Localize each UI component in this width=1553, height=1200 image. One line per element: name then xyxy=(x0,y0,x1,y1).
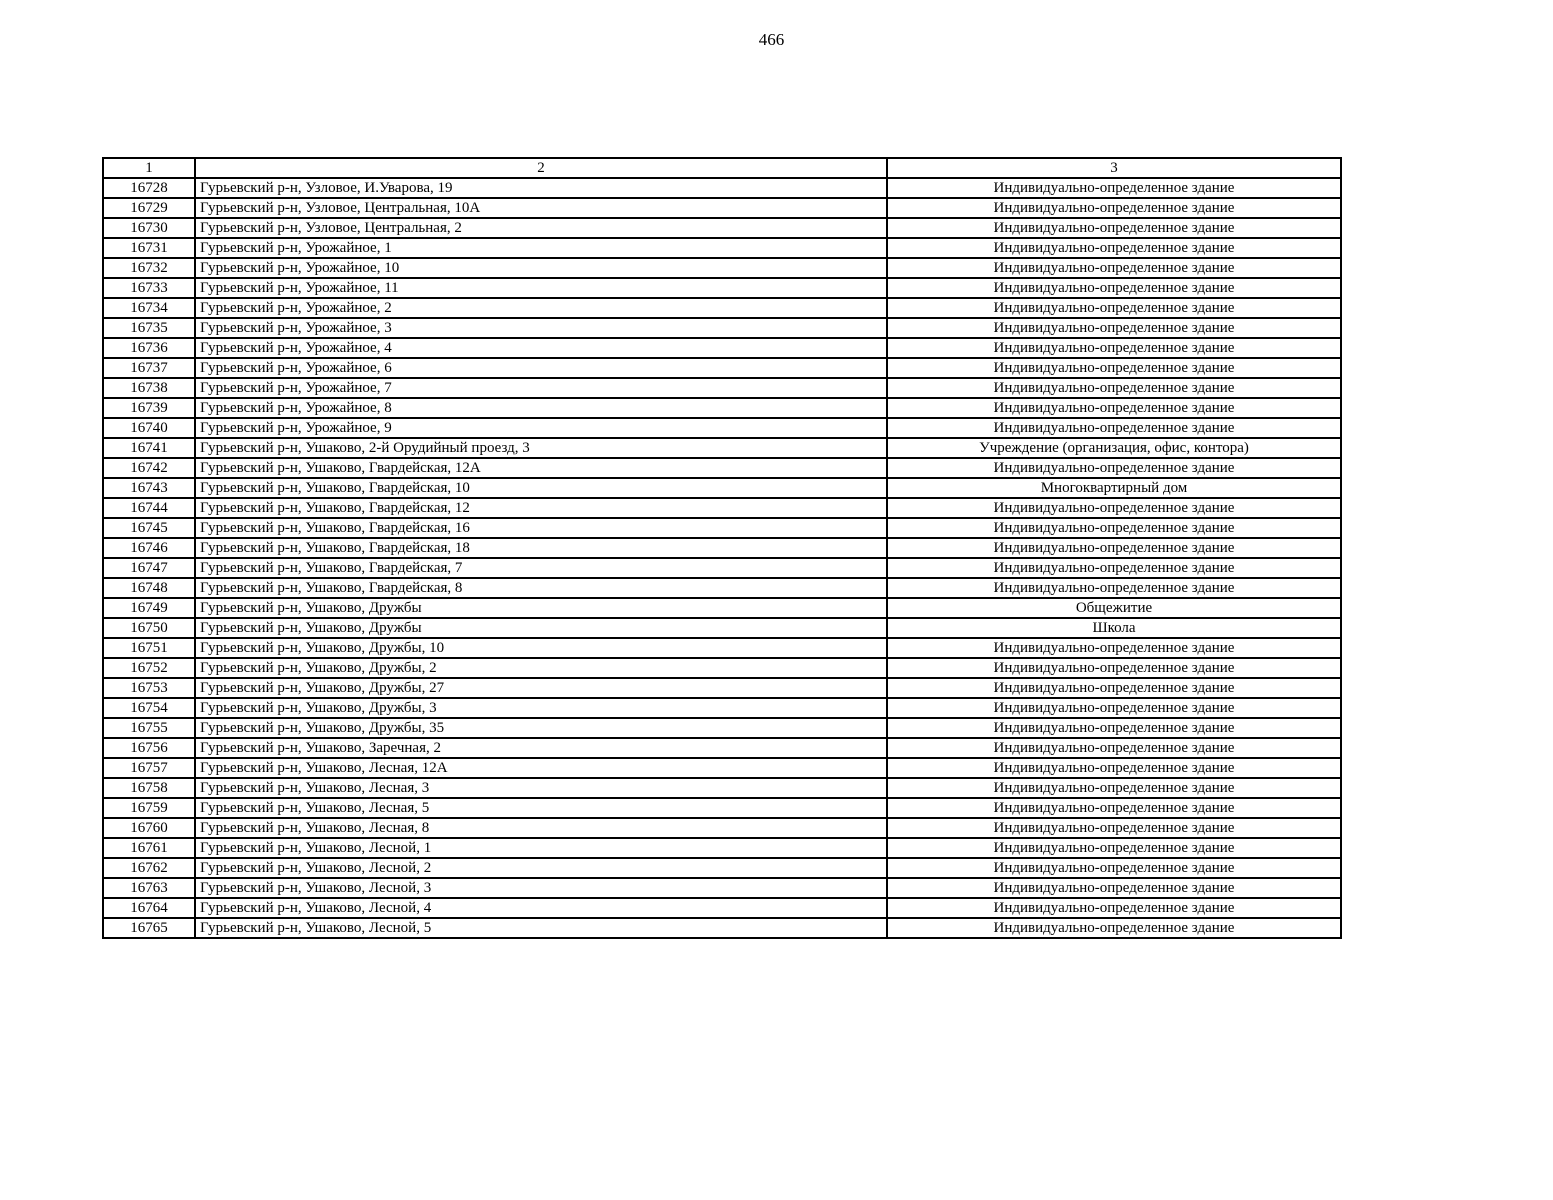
cell-number: 16737 xyxy=(103,358,195,378)
cell-address: Гурьевский р-н, Ушаково, Дружбы xyxy=(195,598,887,618)
table-row xyxy=(103,598,1341,618)
cell-address: Гурьевский р-н, Урожайное, 9 xyxy=(195,418,887,438)
table-row xyxy=(103,378,1341,398)
cell-address: Гурьевский р-н, Ушаково, Дружбы, 10 xyxy=(195,638,887,658)
table-row xyxy=(103,878,1341,898)
registry-table xyxy=(102,157,1342,939)
cell-number: 16756 xyxy=(103,738,195,758)
cell-address: Гурьевский р-н, Ушаково, Дружбы, 35 xyxy=(195,718,887,738)
cell-address: Гурьевский р-н, Узловое, И.Уварова, 19 xyxy=(195,178,887,198)
table-row xyxy=(103,198,1341,218)
cell-number: 16755 xyxy=(103,718,195,738)
cell-building-type: Индивидуально-определенное здание xyxy=(887,778,1341,798)
cell-building-type: Индивидуально-определенное здание xyxy=(887,298,1341,318)
cell-building-type: Индивидуально-определенное здание xyxy=(887,238,1341,258)
cell-building-type: Индивидуально-определенное здание xyxy=(887,458,1341,478)
table-row xyxy=(103,898,1341,918)
table-row xyxy=(103,218,1341,238)
table-row xyxy=(103,498,1341,518)
cell-number: 16765 xyxy=(103,918,195,938)
table-header xyxy=(103,158,1341,178)
cell-address: Гурьевский р-н, Ушаково, Гвардейская, 18 xyxy=(195,538,887,558)
cell-number: 16761 xyxy=(103,838,195,858)
cell-building-type: Индивидуально-определенное здание xyxy=(887,698,1341,718)
cell-number: 16729 xyxy=(103,198,195,218)
cell-address: Гурьевский р-н, Ушаково, Лесная, 12А xyxy=(195,758,887,778)
cell-number: 16757 xyxy=(103,758,195,778)
cell-address: Гурьевский р-н, Ушаково, Гвардейская, 7 xyxy=(195,558,887,578)
cell-address: Гурьевский р-н, Ушаково, Гвардейская, 10 xyxy=(195,478,887,498)
cell-number: 16744 xyxy=(103,498,195,518)
cell-number: 16741 xyxy=(103,438,195,458)
cell-address: Гурьевский р-н, Урожайное, 7 xyxy=(195,378,887,398)
cell-number: 16745 xyxy=(103,518,195,538)
cell-number: 16746 xyxy=(103,538,195,558)
cell-number: 16731 xyxy=(103,238,195,258)
cell-address: Гурьевский р-н, Узловое, Центральная, 2 xyxy=(195,218,887,238)
cell-number: 16750 xyxy=(103,618,195,638)
cell-address: Гурьевский р-н, Ушаково, Лесной, 3 xyxy=(195,878,887,898)
cell-address: Гурьевский р-н, Ушаково, Лесной, 2 xyxy=(195,858,887,878)
cell-number: 16732 xyxy=(103,258,195,278)
cell-number: 16752 xyxy=(103,658,195,678)
cell-number: 16754 xyxy=(103,698,195,718)
table-row xyxy=(103,438,1341,458)
column-header-number: 1 xyxy=(103,158,195,178)
cell-number: 16747 xyxy=(103,558,195,578)
cell-number: 16748 xyxy=(103,578,195,598)
cell-building-type: Индивидуально-определенное здание xyxy=(887,918,1341,938)
cell-number: 16764 xyxy=(103,898,195,918)
cell-number: 16739 xyxy=(103,398,195,418)
cell-building-type: Индивидуально-определенное здание xyxy=(887,338,1341,358)
table-row xyxy=(103,358,1341,378)
table-row xyxy=(103,718,1341,738)
cell-address: Гурьевский р-н, Ушаково, Лесной, 4 xyxy=(195,898,887,918)
cell-number: 16763 xyxy=(103,878,195,898)
table-row xyxy=(103,478,1341,498)
column-header-type: 3 xyxy=(887,158,1341,178)
cell-number: 16735 xyxy=(103,318,195,338)
cell-building-type: Учреждение (организация, офис, контора) xyxy=(887,438,1341,458)
cell-building-type: Индивидуально-определенное здание xyxy=(887,198,1341,218)
cell-number: 16730 xyxy=(103,218,195,238)
cell-building-type: Индивидуально-определенное здание xyxy=(887,758,1341,778)
table-row xyxy=(103,238,1341,258)
cell-address: Гурьевский р-н, Ушаково, Дружбы xyxy=(195,618,887,638)
cell-building-type: Индивидуально-определенное здание xyxy=(887,738,1341,758)
cell-number: 16753 xyxy=(103,678,195,698)
cell-number: 16728 xyxy=(103,178,195,198)
table-row xyxy=(103,458,1341,478)
column-header-address: 2 xyxy=(195,158,887,178)
cell-building-type: Индивидуально-определенное здание xyxy=(887,398,1341,418)
cell-address: Гурьевский р-н, Урожайное, 4 xyxy=(195,338,887,358)
cell-address: Гурьевский р-н, Ушаково, Лесная, 3 xyxy=(195,778,887,798)
cell-address: Гурьевский р-н, Ушаково, Дружбы, 2 xyxy=(195,658,887,678)
cell-number: 16738 xyxy=(103,378,195,398)
cell-address: Гурьевский р-н, Урожайное, 10 xyxy=(195,258,887,278)
cell-number: 16762 xyxy=(103,858,195,878)
cell-building-type: Индивидуально-определенное здание xyxy=(887,178,1341,198)
cell-building-type: Индивидуально-определенное здание xyxy=(887,898,1341,918)
cell-number: 16760 xyxy=(103,818,195,838)
cell-building-type: Индивидуально-определенное здание xyxy=(887,718,1341,738)
cell-address: Гурьевский р-н, Ушаково, Гвардейская, 8 xyxy=(195,578,887,598)
cell-building-type: Индивидуально-определенное здание xyxy=(887,358,1341,378)
table-row xyxy=(103,618,1341,638)
cell-address: Гурьевский р-н, Ушаково, Лесная, 8 xyxy=(195,818,887,838)
cell-address: Гурьевский р-н, Ушаково, Гвардейская, 12 xyxy=(195,498,887,518)
cell-building-type: Индивидуально-определенное здание xyxy=(887,318,1341,338)
cell-building-type: Индивидуально-определенное здание xyxy=(887,258,1341,278)
cell-building-type: Индивидуально-определенное здание xyxy=(887,538,1341,558)
table-row xyxy=(103,858,1341,878)
table-row xyxy=(103,918,1341,938)
cell-building-type: Индивидуально-определенное здание xyxy=(887,378,1341,398)
table-row xyxy=(103,518,1341,538)
cell-address: Гурьевский р-н, Урожайное, 1 xyxy=(195,238,887,258)
cell-building-type: Индивидуально-определенное здание xyxy=(887,218,1341,238)
cell-building-type: Индивидуально-определенное здание xyxy=(887,678,1341,698)
cell-number: 16749 xyxy=(103,598,195,618)
cell-building-type: Индивидуально-определенное здание xyxy=(887,278,1341,298)
table-row xyxy=(103,318,1341,338)
cell-number: 16733 xyxy=(103,278,195,298)
table-row xyxy=(103,298,1341,318)
cell-number: 16734 xyxy=(103,298,195,318)
table-row xyxy=(103,418,1341,438)
table-row xyxy=(103,658,1341,678)
cell-building-type: Индивидуально-определенное здание xyxy=(887,798,1341,818)
cell-address: Гурьевский р-н, Узловое, Центральная, 10А xyxy=(195,198,887,218)
table-row xyxy=(103,758,1341,778)
table-row xyxy=(103,338,1341,358)
cell-address: Гурьевский р-н, Ушаково, Заречная, 2 xyxy=(195,738,887,758)
cell-address: Гурьевский р-н, Ушаково, 2-й Орудийный проезд, 3 xyxy=(195,438,887,458)
cell-address: Гурьевский р-н, Урожайное, 8 xyxy=(195,398,887,418)
cell-address: Гурьевский р-н, Ушаково, Гвардейская, 16 xyxy=(195,518,887,538)
table-row xyxy=(103,738,1341,758)
table-row xyxy=(103,678,1341,698)
table-row xyxy=(103,538,1341,558)
cell-building-type: Индивидуально-определенное здание xyxy=(887,858,1341,878)
cell-number: 16742 xyxy=(103,458,195,478)
cell-building-type: Индивидуально-определенное здание xyxy=(887,658,1341,678)
table-row xyxy=(103,778,1341,798)
cell-number: 16743 xyxy=(103,478,195,498)
cell-building-type: Индивидуально-определенное здание xyxy=(887,498,1341,518)
table-row xyxy=(103,278,1341,298)
cell-building-type: Индивидуально-определенное здание xyxy=(887,878,1341,898)
cell-address: Гурьевский р-н, Ушаково, Дружбы, 3 xyxy=(195,698,887,718)
cell-address: Гурьевский р-н, Ушаково, Лесной, 5 xyxy=(195,918,887,938)
cell-number: 16751 xyxy=(103,638,195,658)
cell-number: 16740 xyxy=(103,418,195,438)
cell-building-type: Индивидуально-определенное здание xyxy=(887,558,1341,578)
cell-number: 16759 xyxy=(103,798,195,818)
cell-building-type: Индивидуально-определенное здание xyxy=(887,518,1341,538)
cell-number: 16736 xyxy=(103,338,195,358)
cell-building-type: Индивидуально-определенное здание xyxy=(887,818,1341,838)
cell-address: Гурьевский р-н, Урожайное, 3 xyxy=(195,318,887,338)
cell-building-type: Индивидуально-определенное здание xyxy=(887,638,1341,658)
cell-building-type: Индивидуально-определенное здание xyxy=(887,578,1341,598)
cell-building-type: Многоквартирный дом xyxy=(887,478,1341,498)
page-number: 466 xyxy=(758,30,785,49)
cell-address: Гурьевский р-н, Ушаково, Лесной, 1 xyxy=(195,838,887,858)
cell-address: Гурьевский р-н, Ушаково, Дружбы, 27 xyxy=(195,678,887,698)
table-row xyxy=(103,818,1341,838)
table-row xyxy=(103,558,1341,578)
table-body xyxy=(103,178,1341,938)
cell-building-type: Индивидуально-определенное здание xyxy=(887,418,1341,438)
table-row xyxy=(103,638,1341,658)
table-row xyxy=(103,578,1341,598)
table-row xyxy=(103,178,1341,198)
cell-building-type: Индивидуально-определенное здание xyxy=(887,838,1341,858)
cell-address: Гурьевский р-н, Урожайное, 6 xyxy=(195,358,887,378)
cell-building-type: Школа xyxy=(887,618,1341,638)
cell-address: Гурьевский р-н, Урожайное, 2 xyxy=(195,298,887,318)
header-row xyxy=(103,158,1341,178)
cell-address: Гурьевский р-н, Урожайное, 11 xyxy=(195,278,887,298)
cell-address: Гурьевский р-н, Ушаково, Лесная, 5 xyxy=(195,798,887,818)
table-row xyxy=(103,398,1341,418)
table-row xyxy=(103,798,1341,818)
cell-building-type: Общежитие xyxy=(887,598,1341,618)
table-row xyxy=(103,838,1341,858)
cell-number: 16758 xyxy=(103,778,195,798)
table-row xyxy=(103,258,1341,278)
table-row xyxy=(103,698,1341,718)
cell-address: Гурьевский р-н, Ушаково, Гвардейская, 12А xyxy=(195,458,887,478)
